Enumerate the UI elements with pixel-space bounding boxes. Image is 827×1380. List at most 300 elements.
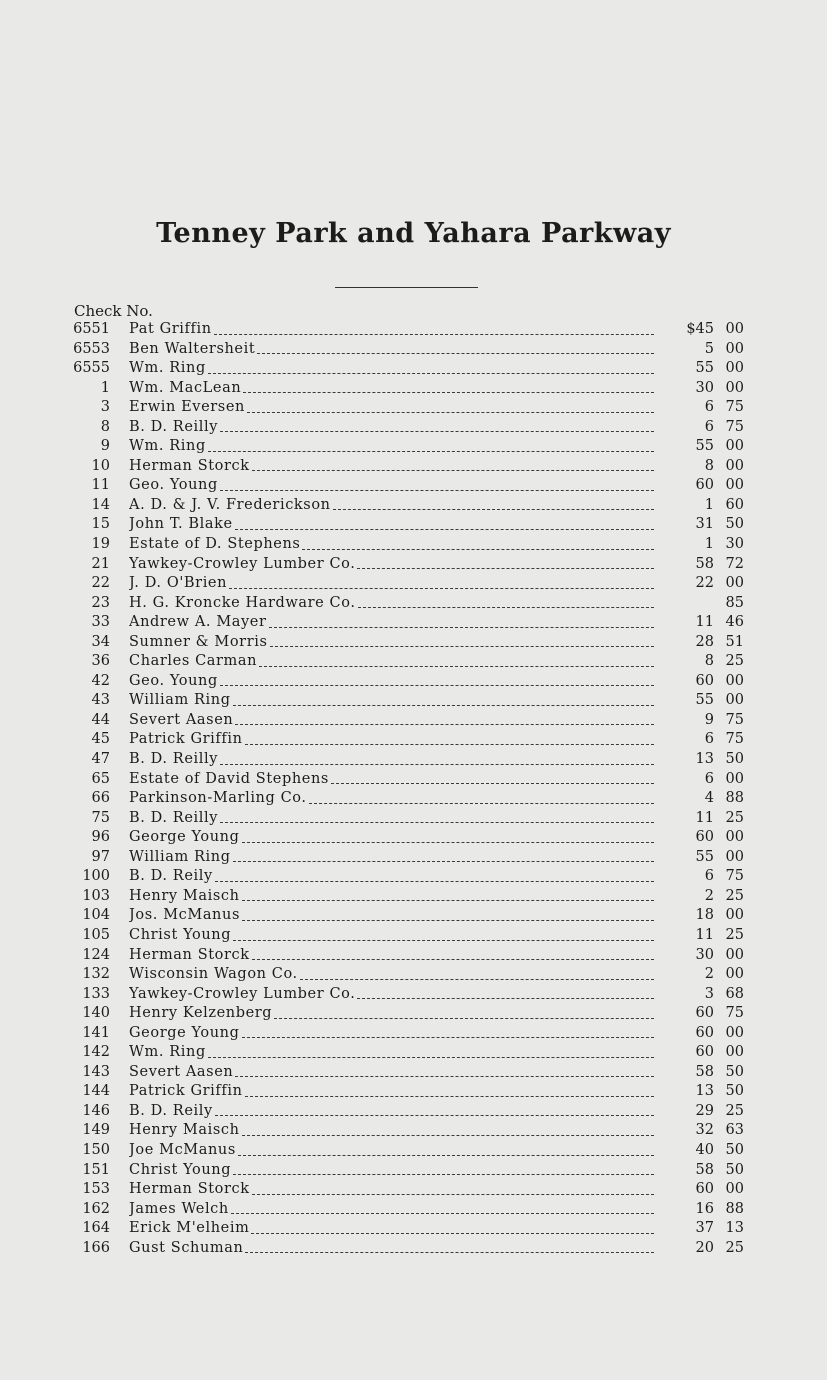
payee-name: Geo. Young (129, 672, 218, 689)
check-number: 104 (82, 907, 110, 924)
payee-name: B. D. Reily (129, 1102, 213, 1119)
payee-name: Herman Storck (129, 1181, 250, 1198)
list-item (0, 1200, 827, 1220)
payee-name: B. D. Reilly (129, 751, 219, 768)
list-item (0, 1141, 827, 1161)
amount-cents: 75 (725, 711, 744, 728)
amount-dollars: 11 (695, 809, 714, 826)
amount-cents: 75 (725, 868, 744, 885)
list-item (0, 1239, 827, 1259)
payee-cell (129, 437, 654, 457)
list-item (0, 418, 827, 438)
payee-name: Yawkey-Crowley Lumber Co. (129, 555, 356, 572)
payee-cell (129, 359, 654, 379)
amount-cents: 00 (725, 672, 744, 689)
list-item (0, 691, 827, 711)
payee-name: B. D. Reily (129, 868, 213, 885)
list-item (0, 750, 827, 770)
payee-cell (129, 1200, 654, 1220)
amount-cents: 13 (725, 1220, 744, 1237)
payee-cell (129, 574, 654, 594)
amount-dollars: 29 (695, 1102, 714, 1119)
payee-cell (129, 926, 654, 946)
amount-dollars: $45 (686, 321, 714, 337)
amount-dollars: 55 (695, 360, 714, 377)
payee-cell (129, 1082, 654, 1102)
check-number: 75 (91, 809, 110, 826)
amount-dollars: 60 (695, 1044, 714, 1061)
dot-leader (220, 684, 654, 686)
payee-name: Joe McManus (129, 1141, 236, 1158)
amount-cents: 00 (725, 1044, 744, 1061)
amount-cents: 00 (725, 340, 744, 357)
payee-cell (129, 750, 654, 770)
list-item (0, 437, 827, 457)
list-item (0, 398, 827, 418)
amount-dollars: 6 (704, 868, 714, 885)
dot-leader (220, 489, 654, 491)
amount-cents: 00 (725, 829, 744, 846)
amount-cents: 00 (725, 770, 744, 787)
check-number: 8 (100, 418, 110, 435)
amount-dollars: 6 (704, 399, 714, 416)
check-number: 100 (82, 868, 110, 885)
check-number: 96 (91, 829, 110, 846)
amount-dollars: 22 (695, 575, 714, 592)
amount-cents: 00 (725, 457, 744, 474)
dot-leader (259, 665, 654, 667)
dot-leader (242, 899, 654, 901)
dot-leader (233, 704, 654, 706)
check-number: 66 (91, 790, 110, 807)
list-item (0, 965, 827, 985)
amount-dollars: 8 (704, 457, 714, 474)
check-number: 43 (91, 692, 110, 709)
payee-name: Henry Maisch (129, 887, 240, 904)
payee-cell (129, 887, 654, 907)
payee-cell (129, 1219, 654, 1239)
dot-leader (229, 587, 654, 589)
check-number: 22 (91, 575, 110, 592)
payee-name: Erick M'elheim (129, 1220, 250, 1237)
dot-leader (300, 978, 654, 980)
list-item (0, 476, 827, 496)
dot-leader (214, 333, 654, 335)
list-item (0, 867, 827, 887)
amount-cents: 60 (725, 496, 744, 513)
list-item (0, 887, 827, 907)
check-number: 140 (82, 1005, 110, 1022)
payee-cell (129, 789, 654, 809)
list-item (0, 1024, 827, 1044)
check-number: 44 (91, 711, 110, 728)
amount-cents: 72 (725, 555, 744, 572)
payee-cell (129, 1102, 654, 1122)
dot-leader (333, 508, 654, 510)
payee-cell (129, 594, 654, 614)
amount-dollars: 60 (695, 1181, 714, 1198)
check-number: 9 (100, 438, 110, 455)
dot-leader (251, 1232, 654, 1234)
dot-leader (309, 802, 654, 804)
amount-cents: 50 (725, 1063, 744, 1080)
list-item (0, 359, 827, 379)
list-item (0, 789, 827, 809)
amount-cents: 00 (725, 848, 744, 865)
dot-leader (242, 1036, 655, 1038)
amount-dollars: 31 (695, 516, 714, 533)
list-item (0, 946, 827, 966)
check-number: 47 (91, 751, 110, 768)
amount-dollars: 28 (695, 633, 714, 650)
list-item (0, 809, 827, 829)
amount-cents: 00 (725, 966, 744, 983)
list-item (0, 1180, 827, 1200)
payee-name: A. D. & J. V. Frederickson (129, 496, 331, 513)
payee-cell (129, 1004, 654, 1024)
payee-name: Herman Storck (129, 946, 250, 963)
amount-cents: 00 (725, 575, 744, 592)
amount-cents: 46 (725, 614, 744, 631)
list-item (0, 340, 827, 360)
amount-dollars: 3 (704, 985, 714, 1002)
amount-cents: 75 (725, 418, 744, 435)
amount-dollars: 37 (695, 1220, 714, 1237)
payee-cell (129, 848, 654, 868)
payee-cell (129, 711, 654, 731)
amount-dollars: 55 (695, 438, 714, 455)
list-item (0, 906, 827, 926)
payee-name: Ben Waltersheit (129, 340, 256, 357)
payee-name: B. D. Reilly (129, 418, 219, 435)
payee-name: Andrew A. Mayer (129, 614, 267, 631)
payee-name: Henry Kelzenberg (129, 1005, 273, 1022)
check-number: 45 (91, 731, 110, 748)
dot-leader (208, 450, 654, 452)
check-number: 6553 (73, 340, 110, 357)
amount-cents: 00 (725, 692, 744, 709)
check-number: 21 (91, 555, 110, 572)
payee-cell (129, 965, 654, 985)
amount-cents: 88 (725, 1200, 744, 1217)
dot-leader (245, 1251, 654, 1253)
payee-name: Geo. Young (129, 477, 218, 494)
payee-name: Wm. MacLean (129, 379, 242, 396)
dot-leader (252, 958, 654, 960)
payee-cell (129, 691, 654, 711)
payee-cell (129, 1180, 654, 1200)
payee-name: H. G. Kroncke Hardware Co. (129, 594, 356, 611)
dot-leader (233, 1173, 654, 1175)
dot-leader (215, 1114, 654, 1116)
amount-cents: 00 (725, 477, 744, 494)
list-item (0, 1121, 827, 1141)
list-item (0, 535, 827, 555)
check-number: 144 (82, 1083, 110, 1100)
payee-name: Herman Storck (129, 457, 250, 474)
amount-dollars: 6 (704, 770, 714, 787)
amount-dollars: 2 (704, 966, 714, 983)
amount-dollars: 30 (695, 946, 714, 963)
payee-name: Wisconsin Wagon Co. (129, 966, 298, 983)
dot-leader (245, 1095, 654, 1097)
amount-cents: 75 (725, 731, 744, 748)
dot-leader (358, 606, 654, 608)
payee-name: Parkinson-Marling Co. (129, 790, 307, 807)
list-item (0, 633, 827, 653)
check-number: 34 (91, 633, 110, 650)
payee-name: Christ Young (129, 926, 232, 943)
dot-leader (233, 860, 654, 862)
payee-name: Estate of David Stephens (129, 770, 329, 787)
payee-cell (129, 1024, 654, 1044)
payee-name: Sumner & Morris (129, 633, 268, 650)
payee-name: Wm. Ring (129, 360, 206, 377)
payee-cell (129, 496, 654, 516)
check-number: 146 (82, 1102, 110, 1119)
payee-name: George Young (129, 829, 240, 846)
payee-name: Erwin Eversen (129, 399, 245, 416)
dot-leader (233, 939, 654, 941)
amount-dollars: 55 (695, 848, 714, 865)
amount-dollars: 60 (695, 1024, 714, 1041)
check-number: 6555 (73, 360, 110, 377)
list-item (0, 770, 827, 790)
check-number: 33 (91, 614, 110, 631)
amount-dollars: 20 (695, 1239, 714, 1256)
list-item (0, 457, 827, 477)
payee-cell (129, 418, 654, 438)
payee-cell (129, 652, 654, 672)
amount-dollars: 11 (695, 926, 714, 943)
dot-leader (208, 372, 654, 374)
payee-name: Wm. Ring (129, 1044, 206, 1061)
list-item (0, 652, 827, 672)
check-number: 42 (91, 672, 110, 689)
amount-dollars: 1 (704, 536, 714, 553)
payee-cell (129, 633, 654, 653)
payee-name: B. D. Reilly (129, 809, 219, 826)
amount-dollars: 32 (695, 1122, 714, 1139)
amount-dollars: 6 (704, 418, 714, 435)
list-item (0, 926, 827, 946)
amount-cents: 50 (725, 751, 744, 768)
amount-dollars: 60 (695, 829, 714, 846)
dot-leader (247, 411, 654, 413)
check-number: 1 (100, 379, 110, 396)
amount-cents: 00 (725, 438, 744, 455)
amount-dollars: 60 (695, 1005, 714, 1022)
dot-leader (274, 1017, 654, 1019)
payee-name: Jos. McManus (129, 907, 240, 924)
amount-cents: 25 (725, 926, 744, 943)
payee-cell (129, 1161, 654, 1181)
payee-name: George Young (129, 1024, 240, 1041)
dot-leader (242, 841, 655, 843)
amount-cents: 00 (725, 1024, 744, 1041)
payee-name: Pat Griffin (129, 321, 212, 337)
dot-leader (220, 763, 654, 765)
title-divider (335, 287, 478, 288)
amount-dollars: 8 (704, 653, 714, 670)
check-number: 97 (91, 848, 110, 865)
check-number: 133 (82, 985, 110, 1002)
amount-cents: 68 (725, 985, 744, 1002)
amount-cents: 75 (725, 1005, 744, 1022)
check-list (0, 320, 827, 1258)
amount-cents: 63 (725, 1122, 744, 1139)
payee-name: Severt Aasen (129, 711, 234, 728)
list-item (0, 613, 827, 633)
payee-cell (129, 1063, 654, 1083)
payee-cell (129, 770, 654, 790)
list-item (0, 1043, 827, 1063)
amount-cents: 00 (725, 321, 744, 337)
amount-dollars: 2 (704, 887, 714, 904)
payee-cell (129, 535, 654, 555)
check-number: 143 (82, 1063, 110, 1080)
check-number: 23 (91, 594, 110, 611)
list-item (0, 574, 827, 594)
dot-leader (357, 997, 654, 999)
check-number: 166 (82, 1239, 110, 1256)
check-number: 103 (82, 887, 110, 904)
dot-leader (231, 1212, 654, 1214)
payee-cell (129, 809, 654, 829)
payee-cell (129, 867, 654, 887)
amount-cents: 00 (725, 1181, 744, 1198)
amount-dollars: 58 (695, 1063, 714, 1080)
amount-dollars: 11 (695, 614, 714, 631)
list-item (0, 1063, 827, 1083)
amount-cents: 00 (725, 360, 744, 377)
amount-dollars: 60 (695, 477, 714, 494)
check-number: 151 (82, 1161, 110, 1178)
check-number: 132 (82, 966, 110, 983)
list-item (0, 1102, 827, 1122)
list-item (0, 1004, 827, 1024)
list-item (0, 1161, 827, 1181)
list-item (0, 1219, 827, 1239)
payee-name: Christ Young (129, 1161, 232, 1178)
amount-cents: 51 (725, 633, 744, 650)
dot-leader (357, 567, 654, 569)
payee-cell (129, 555, 654, 575)
check-number: 15 (91, 516, 110, 533)
amount-dollars: 30 (695, 379, 714, 396)
payee-cell (129, 476, 654, 496)
check-number: 164 (82, 1220, 110, 1237)
payee-cell (129, 1121, 654, 1141)
check-number-header: Check No. (74, 302, 153, 320)
page-title: Tenney Park and Yahara Parkway (156, 218, 671, 249)
payee-cell (129, 340, 654, 360)
amount-cents: 75 (725, 399, 744, 416)
amount-dollars: 1 (704, 496, 714, 513)
dot-leader (235, 723, 654, 725)
list-item (0, 711, 827, 731)
amount-dollars: 6 (704, 731, 714, 748)
list-item (0, 985, 827, 1005)
check-number: 3 (100, 399, 110, 416)
payee-cell (129, 515, 654, 535)
amount-dollars: 60 (695, 672, 714, 689)
payee-name: Patrick Griffin (129, 731, 243, 748)
payee-name: J. D. O'Brien (129, 575, 228, 592)
amount-dollars: 18 (695, 907, 714, 924)
check-number: 141 (82, 1024, 110, 1041)
check-number: 153 (82, 1181, 110, 1198)
amount-cents: 25 (725, 887, 744, 904)
list-item (0, 496, 827, 516)
payee-cell (129, 906, 654, 926)
check-number: 11 (91, 477, 110, 494)
amount-cents: 85 (725, 594, 744, 611)
amount-cents: 50 (725, 1161, 744, 1178)
payee-cell (129, 1043, 654, 1063)
amount-cents: 50 (725, 516, 744, 533)
payee-cell (129, 613, 654, 633)
amount-cents: 00 (725, 379, 744, 396)
check-number: 36 (91, 653, 110, 670)
payee-name: James Welch (129, 1200, 229, 1217)
check-number: 10 (91, 457, 110, 474)
payee-name: William Ring (129, 848, 231, 865)
dot-leader (243, 391, 654, 393)
amount-cents: 25 (725, 653, 744, 670)
list-item (0, 379, 827, 399)
check-number: 6551 (73, 321, 110, 337)
list-item (0, 515, 827, 535)
payee-name: Charles Carman (129, 653, 258, 670)
payee-cell (129, 828, 654, 848)
amount-dollars: 40 (695, 1141, 714, 1158)
amount-dollars: 55 (695, 692, 714, 709)
payee-name: Henry Maisch (129, 1122, 240, 1139)
check-number: 149 (82, 1122, 110, 1139)
check-number: 14 (91, 496, 110, 513)
dot-leader (331, 782, 654, 784)
list-item (0, 730, 827, 750)
list-item (0, 1082, 827, 1102)
amount-dollars: 13 (695, 1083, 714, 1100)
payee-name: William Ring (129, 692, 231, 709)
check-number: 19 (91, 536, 110, 553)
amount-cents: 50 (725, 1083, 744, 1100)
amount-cents: 00 (725, 907, 744, 924)
amount-dollars: 9 (704, 711, 714, 728)
payee-name: John T. Blake (129, 516, 233, 533)
payee-name: Wm. Ring (129, 438, 206, 455)
amount-cents: 25 (725, 1239, 744, 1256)
amount-cents: 88 (725, 790, 744, 807)
list-item (0, 594, 827, 614)
payee-cell (129, 457, 654, 477)
amount-cents: 30 (725, 536, 744, 553)
dot-leader (242, 919, 654, 921)
dot-leader (269, 626, 654, 628)
payee-cell (129, 1239, 654, 1259)
payee-cell (129, 379, 654, 399)
payee-name: Patrick Griffin (129, 1083, 243, 1100)
amount-dollars: 4 (704, 790, 714, 807)
dot-leader (215, 880, 654, 882)
dot-leader (235, 528, 654, 530)
check-number: 162 (82, 1200, 110, 1217)
payee-name: Gust Schuman (129, 1239, 244, 1256)
payee-cell (129, 320, 654, 340)
payee-cell (129, 398, 654, 418)
